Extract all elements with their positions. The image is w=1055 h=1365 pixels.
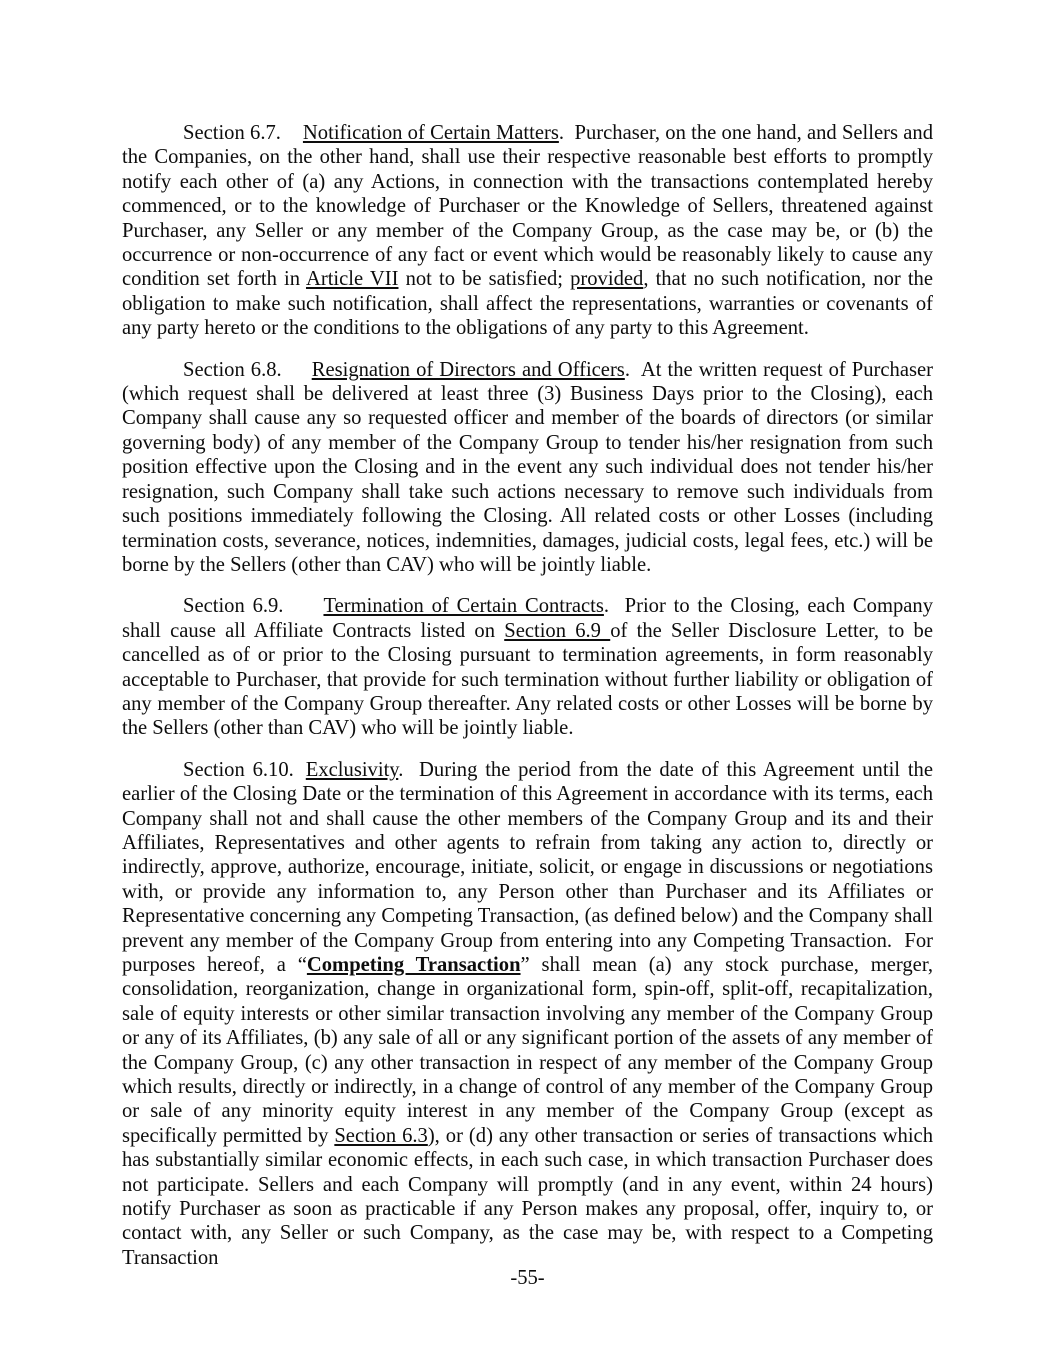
section-title: Termination of Certain Contracts <box>323 595 604 618</box>
paragraph-section-6-8 <box>122 358 933 578</box>
tab-spacer <box>281 138 303 139</box>
defined-term: Competing Transaction <box>306 954 521 976</box>
body-text: not to be satisfied; <box>398 268 571 291</box>
tab-spacer <box>282 375 312 376</box>
cross-reference: Article VII <box>305 268 399 291</box>
section-number: Section 6.7. <box>183 122 281 144</box>
body-text: . Prior to the Closing, each Company shall cause all Affiliate Contracts listed on <box>122 595 934 642</box>
section-title: Exclusivity <box>305 758 399 781</box>
proviso-term: provided <box>570 268 644 291</box>
tab-spacer <box>294 775 306 776</box>
body-text: ” shall mean (a) any stock purchase, merger, consolidation, reorganization, change in organizational form, spin-off, split-off, recapitalization, sale of equity interests or other similar transaction involving any member of the Company Group or any of its Affiliates, (b) any sale of all or any significant portion of the assets of any member of the Company Group, (c) any other transaction in respect of any member of the Company Group which results, directly or indirectly, in a change of control of any member of the Company Group or sale of any minority equity interest in any member of the Company Group (except as specifically permitted by <box>122 954 933 1147</box>
paragraph-section-6-9 <box>122 594 933 740</box>
section-number: Section 6.8. <box>183 358 282 381</box>
body-text: . At the written request of Purchaser (which request shall be delivered at least three (3) Business Days prior to the Closing), each Company shall cause any so requested officer and member of the boards of directors (or similar governing body) of any member of the Company Group to tender his/her resignation from such position effective upon the Closing and in the event any such individual does not tender his/her resignation, such Company shall take such actions necessary to remove such individuals from such positions immediately following the Closing. All related costs or other Losses (including termination costs, severance, notices, indemnities, damages, judicial costs, legal fees, etc.) will be borne by the Sellers (other than CAV) who will be jointly liable. <box>122 358 933 576</box>
body-text: . During the period from the date of this Agreement until the earlier of the Closing Date or the termination of this Agreement in accordance with its terms, each Company shall not and shall cause the other members of the Company Group and its and their Affiliates, Representatives and other agents to refrain from taking any action to, directly or indirectly, approve, authorize, encourage, initiate, solicit, or engage in discussions or negotiations with, or provide any information to, any Person other than Purchaser and its Affiliates or Representative concerning any Competing Transaction, (as defined below) and the Company shall prevent any member of the Company Group from entering into any Competing Transaction. For purposes hereof, a “ <box>122 758 933 976</box>
body-text: ), or (d) any other transaction or series of transactions which has substantially similar economic effects, in each such case, in which transaction Purchaser does not participate. Sellers and each Company will promptly (and in any event, within 24 hours) notify Purchaser as soon as practicable if any Person makes any proposal, offer, inquiry to, or contact with, any Seller or such Company, as the case may be, with respect to a Competing Transaction <box>122 1124 933 1269</box>
section-title: Notification of Certain Matters <box>302 122 559 144</box>
cross-reference: Section 6.3 <box>334 1124 428 1147</box>
page-footer <box>0 1266 1055 1290</box>
paragraph-section-6-10 <box>122 758 933 1271</box>
document-body <box>122 121 933 1287</box>
tab-spacer <box>283 611 323 612</box>
body-text: . Purchaser, on the one hand, and Sellers and the Companies, on the other hand, shall use their respective reasonable best efforts to promptly notify each other of (a) any Actions, in connection with the transactions contemplated hereby commenced, or to the knowledge of Purchaser or the Knowledge of Sellers, threatened against Purchaser, any Seller or any member of the Company Group, as the case may be, or (b) the occurrence or non-occurrence of any fact or event which would be reasonably likely to cause any condition set forth in <box>122 122 933 291</box>
page-number: -55- <box>510 1267 545 1289</box>
body-text: , that no such notification, nor the obligation to make such notification, shall affect the representations, warranties or covenants of any party hereto or the conditions to the obligations of any party to this Agreement. <box>122 268 933 340</box>
section-title: Resignation of Directors and Officers <box>311 358 625 381</box>
cross-reference: Section 6.9 <box>504 619 611 642</box>
body-text: of the Seller Disclosure Letter, to be cancelled as of or prior to the Closing pursuant to termination agreements, in form reasonably acceptable to Purchaser, that provide for such termination without further liability or obligation of any member of the Company Group thereafter. Any related costs or other Losses will be borne by the Sellers (other than CAV) who will be jointly liable. <box>122 619 933 740</box>
paragraph-section-6-7 <box>122 121 933 341</box>
section-number: Section 6.9. <box>183 595 284 618</box>
section-number: Section 6.10. <box>183 758 294 781</box>
